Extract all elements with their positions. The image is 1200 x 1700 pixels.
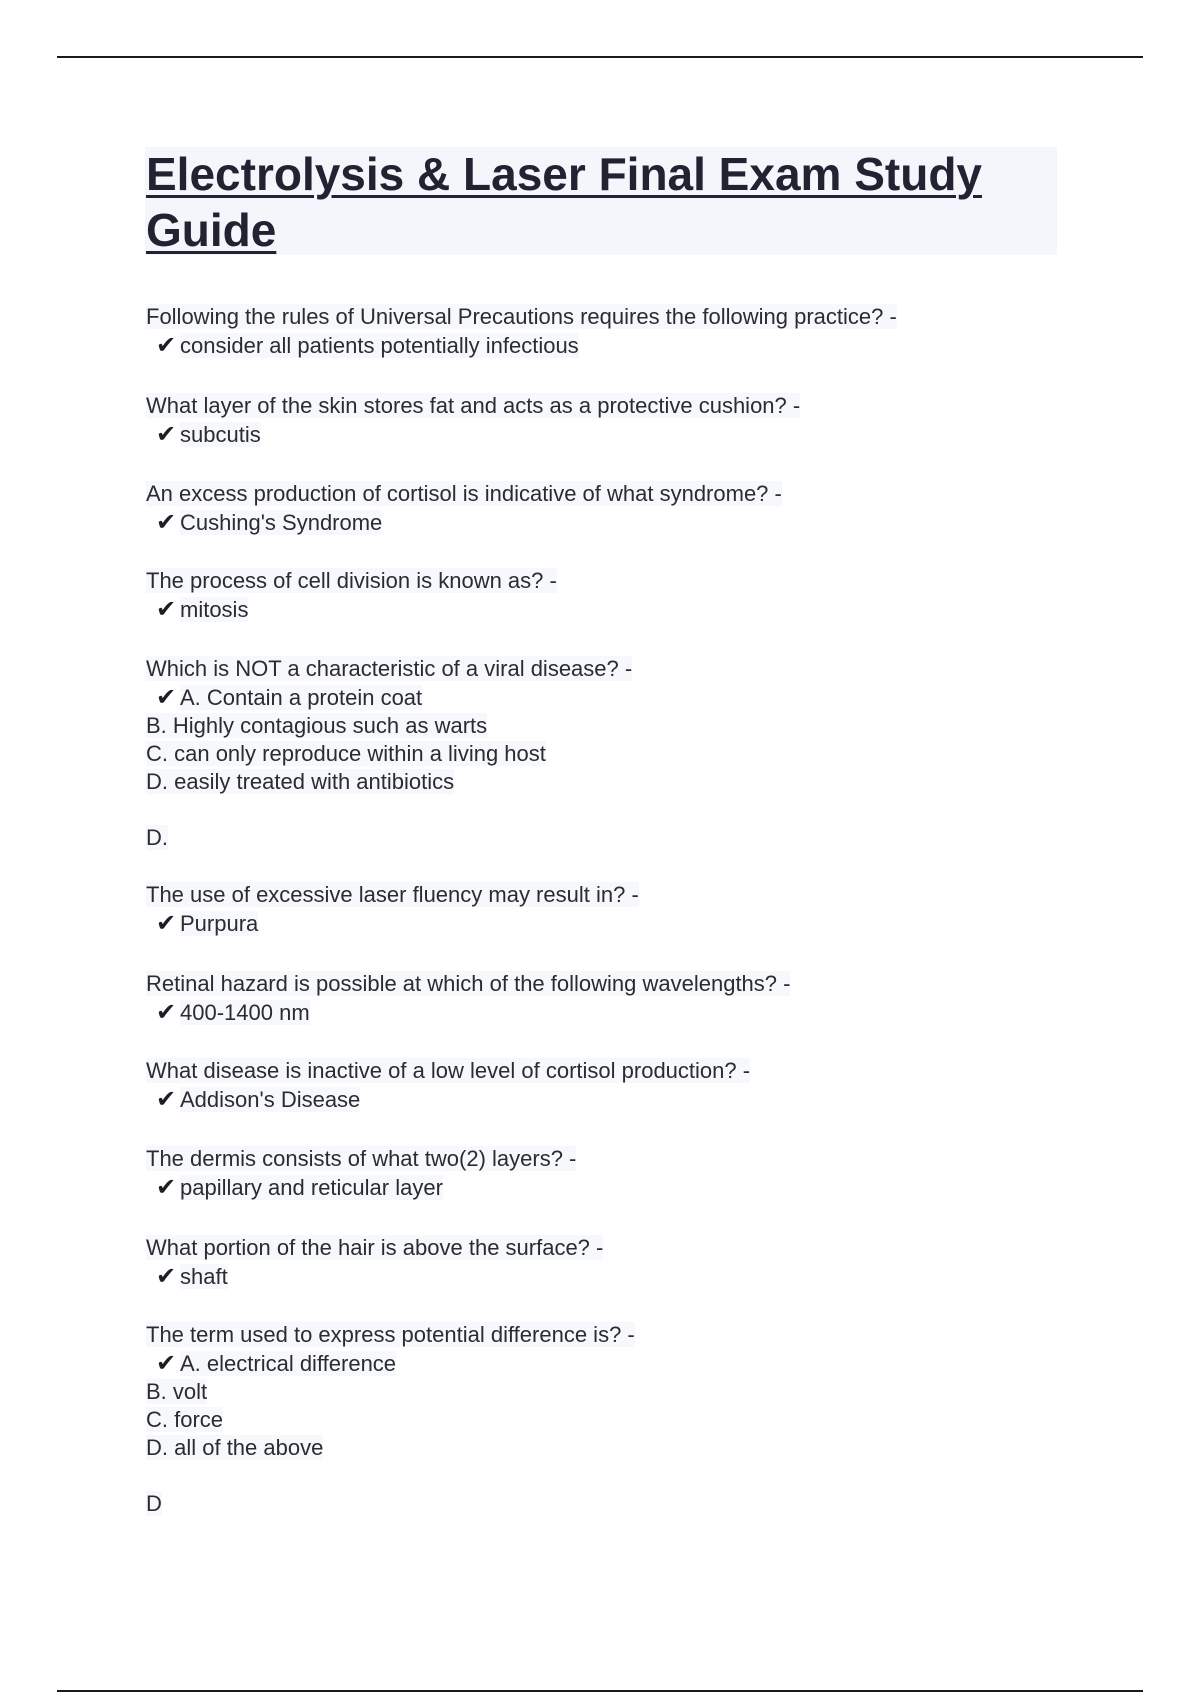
answer-key — [146, 1490, 1046, 1518]
check-mark-icon: ✔ — [156, 683, 177, 711]
option-text: C. can only reproduce within a living host — [146, 741, 546, 766]
question-label: What layer of the skin stores fat and acts as a protective cushion? - — [146, 393, 801, 418]
answer-text: shaft — [180, 1264, 228, 1289]
answer-line — [146, 1262, 1046, 1291]
answer-text: consider all patients potentially infectious — [180, 333, 579, 358]
question-text — [146, 1233, 1046, 1262]
answer-text: Cushing's Syndrome — [180, 510, 383, 535]
option-text: D. all of the above — [146, 1435, 324, 1460]
question-label: The use of excessive laser fluency may result in? - — [146, 882, 639, 907]
qa-item-1 — [146, 302, 1046, 360]
answer-key-text: D. — [146, 825, 168, 850]
top-rule — [57, 56, 1143, 58]
question-text — [146, 1320, 1046, 1349]
check-mark-icon: ✔ — [156, 1085, 177, 1113]
check-mark-icon: ✔ — [156, 1262, 177, 1290]
check-mark-icon: ✔ — [156, 420, 177, 448]
question-label: Following the rules of Universal Precautions requires the following practice? - — [146, 304, 897, 329]
check-mark-icon: ✔ — [156, 1173, 177, 1201]
option-text: C. force — [146, 1407, 224, 1432]
question-label: An excess production of cortisol is indicative of what syndrome? - — [146, 481, 782, 506]
answer-text: Addison's Disease — [180, 1087, 361, 1112]
check-mark-icon: ✔ — [156, 331, 177, 359]
answer-line — [146, 909, 1046, 938]
option-text: B. Highly contagious such as warts — [146, 713, 488, 738]
option-text: D. easily treated with antibiotics — [146, 769, 455, 794]
option-c — [146, 1406, 1046, 1434]
check-mark-icon: ✔ — [156, 998, 177, 1026]
question-label: Which is NOT a characteristic of a viral disease? - — [146, 656, 633, 681]
question-text — [146, 302, 1046, 331]
option-d — [146, 1434, 1046, 1462]
qa-item-3 — [146, 479, 1046, 537]
qa-item-9 — [146, 1144, 1046, 1202]
answer-line — [146, 420, 1046, 449]
qa-item-8 — [146, 1056, 1046, 1114]
qa-item-6 — [146, 880, 1046, 938]
answer-text: A. electrical difference — [180, 1351, 397, 1376]
question-text — [146, 654, 1046, 683]
option-b — [146, 712, 1046, 740]
answer-text: papillary and reticular layer — [180, 1175, 443, 1200]
answer-line — [146, 683, 1046, 712]
check-mark-icon: ✔ — [156, 508, 177, 536]
answer-text: mitosis — [180, 597, 249, 622]
answer-text: Purpura — [180, 911, 259, 936]
check-mark-icon: ✔ — [156, 595, 177, 623]
answer-key-text: D — [146, 1491, 162, 1516]
question-text — [146, 479, 1046, 508]
answer-line — [146, 508, 1046, 537]
answer-line — [146, 595, 1046, 624]
qa-item-11 — [146, 1320, 1046, 1518]
option-b — [146, 1378, 1046, 1406]
question-label: The dermis consists of what two(2) layers? - — [146, 1146, 577, 1171]
question-text — [146, 880, 1046, 909]
answer-text: subcutis — [180, 422, 261, 447]
answer-line — [146, 1173, 1046, 1202]
qa-item-10 — [146, 1233, 1046, 1291]
answer-line — [146, 1085, 1046, 1114]
check-mark-icon: ✔ — [156, 909, 177, 937]
option-d — [146, 768, 1046, 796]
question-label: What portion of the hair is above the surface? - — [146, 1235, 604, 1260]
question-label: The term used to express potential difference is? - — [146, 1322, 635, 1347]
question-label: The process of cell division is known as? - — [146, 568, 557, 593]
qa-item-5 — [146, 654, 1046, 852]
question-label: What disease is inactive of a low level of cortisol production? - — [146, 1058, 751, 1083]
qa-item-4 — [146, 566, 1046, 624]
question-text — [146, 1056, 1046, 1085]
question-text — [146, 391, 1046, 420]
page-title: Electrolysis & Laser Final Exam Study Guide — [146, 148, 982, 256]
option-c — [146, 740, 1046, 768]
answer-key — [146, 824, 1046, 852]
qa-item-7 — [146, 969, 1046, 1027]
bottom-rule — [57, 1690, 1143, 1692]
answer-line — [146, 331, 1046, 360]
question-text — [146, 566, 1046, 595]
option-text: B. volt — [146, 1379, 208, 1404]
question-text — [146, 969, 1046, 998]
answer-text: A. Contain a protein coat — [180, 685, 423, 710]
answer-line — [146, 1349, 1046, 1378]
question-label: Retinal hazard is possible at which of the following wavelengths? - — [146, 971, 791, 996]
question-text — [146, 1144, 1046, 1173]
qa-item-2 — [146, 391, 1046, 449]
check-mark-icon: ✔ — [156, 1349, 177, 1377]
answer-text: 400-1400 nm — [180, 1000, 310, 1025]
answer-line — [146, 998, 1046, 1027]
